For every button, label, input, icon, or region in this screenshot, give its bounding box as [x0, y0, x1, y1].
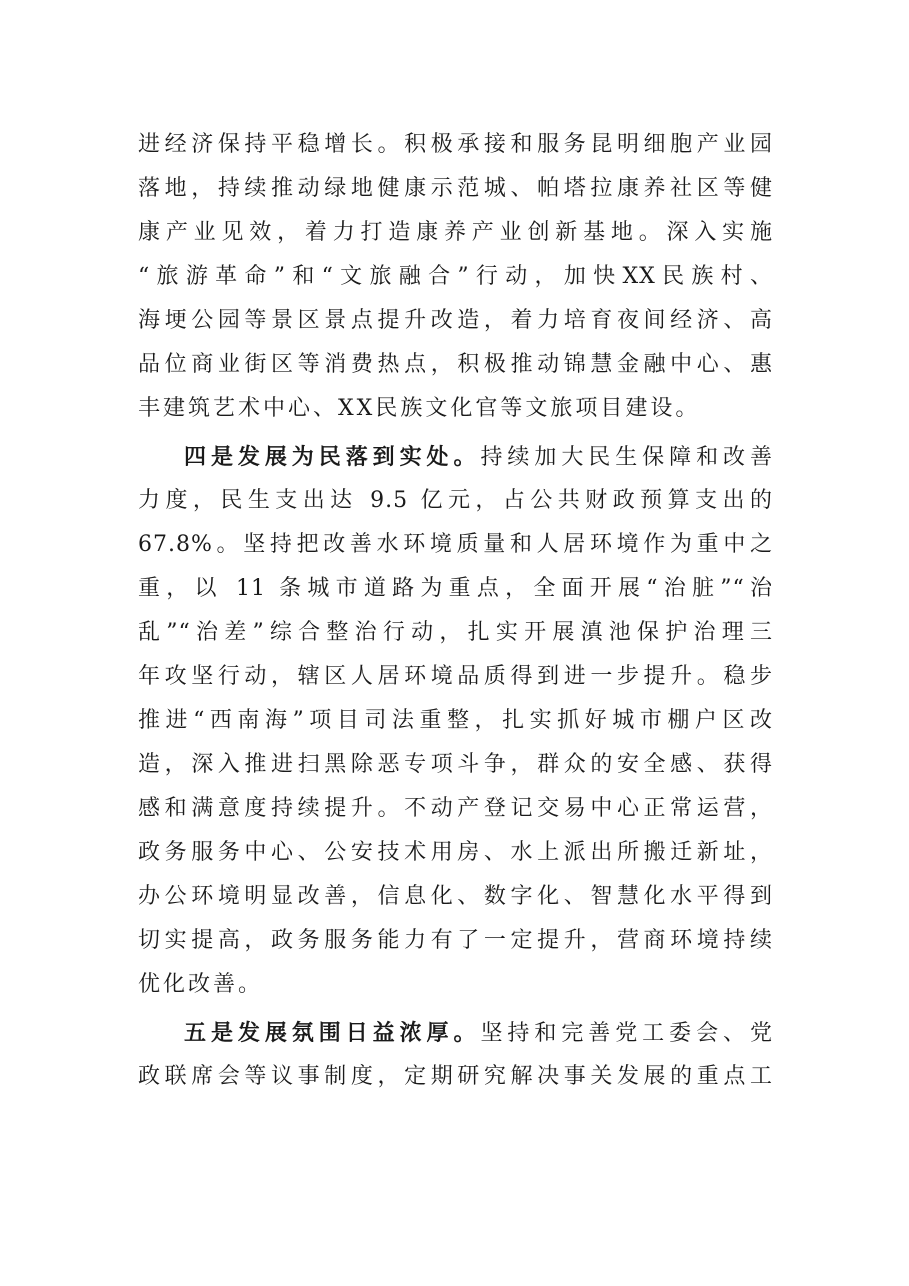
paragraph: [138, 435, 773, 1007]
paragraph: [138, 123, 773, 431]
text-line: 造，深入推进扫黑除恶专项斗争，群众的安全感、获得: [138, 752, 773, 777]
text-line: 丰建筑艺术中心、XX民族文化官等文旅项目建设。: [138, 396, 701, 421]
text-line: 67.8%。坚持把改善水环境质量和人居环境作为重中之: [138, 532, 773, 557]
text-line: 政务服务中心、公安技术用房、水上派出所搬迁新址，: [138, 840, 773, 865]
text-line: 进经济保持平稳增长。积极承接和服务昆明细胞产业园: [138, 132, 773, 157]
text-line: “旅游革命”和“文旅融合”行动，加快XX民族村、: [138, 264, 773, 289]
paragraph-text: 持续加大民生保障和改善: [480, 445, 773, 470]
paragraph-text: 坚持和完善党工委会、党: [480, 1021, 773, 1046]
text-line: 品位商业街区等消费热点，积极推动锦慧金融中心、惠: [138, 352, 773, 377]
text-line: 重，以 11 条城市道路为重点，全面开展“治脏”“治: [138, 576, 773, 601]
text-line: [138, 435, 773, 479]
paragraph-lead-heading: 四是发展为民落到实处。: [184, 444, 481, 470]
text-line: 优化改善。: [138, 972, 264, 997]
text-line: 政联席会等议事制度，定期研究解决事关发展的重点工: [138, 1064, 773, 1089]
text-line: 办公环境明显改善，信息化、数字化、智慧化水平得到: [138, 884, 773, 909]
text-line: 力度，民生支出达 9.5 亿元，占公共财政预算支出的: [138, 488, 773, 513]
text-line: 乱”“治差”综合整治行动，扎实开展滇池保护治理三: [138, 620, 773, 645]
paragraph-lead-heading: 五是发展氛围日益浓厚。: [184, 1020, 481, 1046]
text-line: 康产业见效，着力打造康养产业创新基地。深入实施: [138, 220, 773, 245]
text-line: 落地，持续推动绿地健康示范城、帕塔拉康养社区等健: [138, 176, 773, 201]
text-line: 海埂公园等景区景点提升改造，着力培育夜间经济、高: [138, 308, 773, 333]
text-line: [138, 1011, 773, 1055]
text-line: 推进“西南海”项目司法重整，扎实抓好城市棚户区改: [138, 708, 773, 733]
text-line: 年攻坚行动，辖区人居环境品质得到进一步提升。稳步: [138, 664, 773, 689]
paragraph: [138, 1011, 773, 1099]
text-line: 切实提高，政务服务能力有了一定提升，营商环境持续: [138, 928, 773, 953]
text-line: 感和满意度持续提升。不动产登记交易中心正常运营，: [138, 796, 773, 821]
document-body: [138, 123, 773, 1099]
